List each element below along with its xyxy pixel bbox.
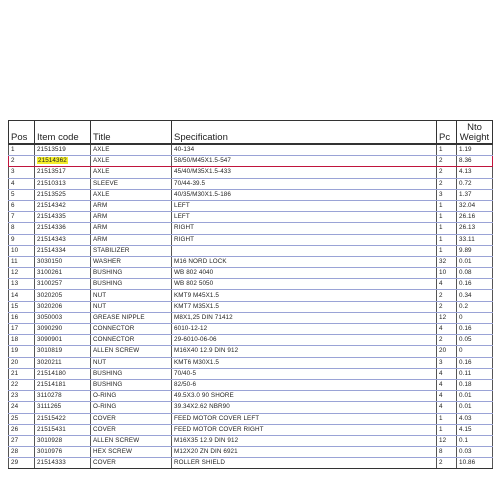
cell-weight: 1.19	[457, 144, 493, 156]
cell-title: O-RING	[91, 402, 172, 413]
table-row	[9, 391, 493, 402]
table-row	[9, 301, 493, 312]
header-item-code: Item code	[35, 121, 91, 145]
cell-pc: 20	[437, 346, 457, 357]
cell-title: BUSHING	[91, 279, 172, 290]
cell-item-code: 3020206	[35, 301, 91, 312]
cell-pc: 1	[437, 223, 457, 234]
cell-item-code: 21515431	[35, 424, 91, 435]
cell-title: STABILIZER	[91, 245, 172, 256]
cell-weight: 0.01	[457, 391, 493, 402]
cell-pc: 2	[437, 458, 457, 469]
cell-pc: 2	[437, 290, 457, 301]
cell-item-code: 21514333	[35, 458, 91, 469]
cell-pos: 15	[9, 301, 35, 312]
cell-specification: LEFT	[172, 200, 437, 211]
cell-title: BUSHING	[91, 268, 172, 279]
table-row	[9, 346, 493, 357]
cell-pc: 4	[437, 402, 457, 413]
cell-pc: 1	[437, 413, 457, 424]
cell-pc: 4	[437, 379, 457, 390]
cell-weight: 26.16	[457, 212, 493, 223]
table-row	[9, 178, 493, 189]
cell-weight: 0.16	[457, 324, 493, 335]
table-row	[9, 312, 493, 323]
cell-title: ALLEN SCREW	[91, 346, 172, 357]
table-row	[9, 290, 493, 301]
cell-pos: 10	[9, 245, 35, 256]
cell-item-code: 21514342	[35, 200, 91, 211]
cell-pos: 14	[9, 290, 35, 301]
table-row	[9, 368, 493, 379]
table-row	[9, 424, 493, 435]
cell-pos: 4	[9, 178, 35, 189]
table-row	[9, 413, 493, 424]
cell-weight: 9.89	[457, 245, 493, 256]
cell-weight: 0.01	[457, 256, 493, 267]
cell-pos: 18	[9, 335, 35, 346]
cell-title: AXLE	[91, 189, 172, 200]
cell-item-code: 21513525	[35, 189, 91, 200]
cell-specification: M8X1,25 DIN 71412	[172, 312, 437, 323]
cell-specification: M16X35 12.9 DIN 912	[172, 435, 437, 446]
cell-pos: 12	[9, 268, 35, 279]
cell-specification: KMT7 M35X1.5	[172, 301, 437, 312]
table-row	[9, 234, 493, 245]
cell-item-code: 3111265	[35, 402, 91, 413]
cell-title: AXLE	[91, 156, 172, 167]
cell-weight: 4.03	[457, 413, 493, 424]
cell-specification: KMT6 M30X1.5	[172, 357, 437, 368]
table-row	[9, 402, 493, 413]
header-weight-line2: Weight	[459, 132, 490, 143]
highlighted-item-code: 21514362	[38, 157, 67, 165]
cell-item-code: 21514180	[35, 368, 91, 379]
cell-weight: 0.34	[457, 290, 493, 301]
cell-title: GREASE NIPPLE	[91, 312, 172, 323]
table-row	[9, 144, 493, 156]
cell-weight: 0.08	[457, 268, 493, 279]
table-row	[9, 458, 493, 469]
cell-specification: 6010-12-12	[172, 324, 437, 335]
header-weight	[457, 121, 493, 145]
header-title: Title	[91, 121, 172, 145]
cell-pos: 21	[9, 368, 35, 379]
cell-specification: LEFT	[172, 212, 437, 223]
cell-title: BUSHING	[91, 379, 172, 390]
table-row	[9, 200, 493, 211]
table-row	[9, 357, 493, 368]
cell-specification: 49.5X3.0 90 SHORE	[172, 391, 437, 402]
cell-title: BUSHING	[91, 368, 172, 379]
cell-pos: 3	[9, 167, 35, 178]
cell-pc: 4	[437, 391, 457, 402]
cell-item-code: 21514335	[35, 212, 91, 223]
cell-pc: 12	[437, 312, 457, 323]
cell-weight: 0	[457, 346, 493, 357]
cell-specification: RIGHT	[172, 223, 437, 234]
cell-pc: 4	[437, 324, 457, 335]
cell-specification: FEED MOTOR COVER LEFT	[172, 413, 437, 424]
cell-item-code: 3030150	[35, 256, 91, 267]
cell-pos: 23	[9, 391, 35, 402]
cell-title: ARM	[91, 234, 172, 245]
cell-pos: 22	[9, 379, 35, 390]
cell-title: NUT	[91, 357, 172, 368]
cell-pos: 2	[9, 156, 35, 167]
table-body	[9, 144, 493, 469]
cell-title: COVER	[91, 424, 172, 435]
cell-pos: 16	[9, 312, 35, 323]
cell-title: AXLE	[91, 167, 172, 178]
table-row	[9, 324, 493, 335]
cell-pc: 2	[437, 301, 457, 312]
cell-title: COVER	[91, 458, 172, 469]
table-row	[9, 167, 493, 178]
cell-pos: 1	[9, 144, 35, 156]
cell-specification: KMT9 M45X1.5	[172, 290, 437, 301]
header-pc: Pc	[437, 121, 457, 145]
table-row	[9, 245, 493, 256]
cell-title: ARM	[91, 223, 172, 234]
cell-weight: 0.72	[457, 178, 493, 189]
cell-pc: 2	[437, 167, 457, 178]
header-weight-line1: Nto	[467, 122, 482, 133]
cell-pc: 32	[437, 256, 457, 267]
cell-specification: 45/40/M35X1.5-433	[172, 167, 437, 178]
cell-title: ALLEN SCREW	[91, 435, 172, 446]
cell-weight: 0.2	[457, 301, 493, 312]
cell-weight: 0.01	[457, 402, 493, 413]
cell-weight: 4.15	[457, 424, 493, 435]
cell-pc: 4	[437, 368, 457, 379]
cell-pc: 3	[437, 189, 457, 200]
cell-item-code: 3100261	[35, 268, 91, 279]
cell-pc: 2	[437, 178, 457, 189]
cell-pos: 5	[9, 189, 35, 200]
cell-specification: ROLLER SHIELD	[172, 458, 437, 469]
cell-pc: 1	[437, 200, 457, 211]
cell-weight: 0.16	[457, 357, 493, 368]
cell-weight: 0.11	[457, 368, 493, 379]
cell-title: CONNECTOR	[91, 335, 172, 346]
cell-pos: 28	[9, 447, 35, 458]
cell-weight: 0.18	[457, 379, 493, 390]
cell-item-code: 21514336	[35, 223, 91, 234]
cell-specification: 58/50/M45X1.5-547	[172, 156, 437, 167]
cell-item-code	[35, 156, 91, 167]
cell-specification: M12X20 ZN DIN 6921	[172, 447, 437, 458]
table-row	[9, 223, 493, 234]
cell-pos: 20	[9, 357, 35, 368]
cell-specification: M16 NORD LOCK	[172, 256, 437, 267]
cell-weight: 0.16	[457, 279, 493, 290]
cell-pc: 1	[437, 212, 457, 223]
cell-weight: 0.03	[457, 447, 493, 458]
cell-item-code: 3090901	[35, 335, 91, 346]
table-row	[9, 189, 493, 200]
cell-weight: 0.1	[457, 435, 493, 446]
cell-pc: 2	[437, 156, 457, 167]
cell-title: NUT	[91, 301, 172, 312]
table-row	[9, 435, 493, 446]
cell-pos: 19	[9, 346, 35, 357]
cell-specification: 29-6010-06-06	[172, 335, 437, 346]
header-specification: Specification	[172, 121, 437, 145]
table-row	[9, 279, 493, 290]
cell-item-code: 21515422	[35, 413, 91, 424]
cell-item-code: 21514343	[35, 234, 91, 245]
cell-weight: 33.11	[457, 234, 493, 245]
cell-title: ARM	[91, 200, 172, 211]
cell-weight: 32.04	[457, 200, 493, 211]
cell-weight: 0.05	[457, 335, 493, 346]
cell-item-code: 3100257	[35, 279, 91, 290]
cell-item-code: 21514334	[35, 245, 91, 256]
cell-item-code: 21513519	[35, 144, 91, 156]
cell-specification: RIGHT	[172, 234, 437, 245]
cell-pos: 8	[9, 223, 35, 234]
cell-pc: 1	[437, 144, 457, 156]
cell-pc: 12	[437, 435, 457, 446]
table-header-row	[9, 121, 493, 145]
cell-pos: 27	[9, 435, 35, 446]
cell-pc: 3	[437, 357, 457, 368]
cell-pos: 9	[9, 234, 35, 245]
cell-pc: 10	[437, 268, 457, 279]
cell-pos: 26	[9, 424, 35, 435]
cell-pos: 13	[9, 279, 35, 290]
cell-specification: WB 802 4040	[172, 268, 437, 279]
cell-title: O-RING	[91, 391, 172, 402]
cell-specification: 82/50-6	[172, 379, 437, 390]
cell-specification: M16X40 12.9 DIN 912	[172, 346, 437, 357]
cell-pos: 24	[9, 402, 35, 413]
cell-pc: 1	[437, 234, 457, 245]
cell-title: NUT	[91, 290, 172, 301]
cell-specification: 40/35/M30X1.5-186	[172, 189, 437, 200]
cell-title: SLEEVE	[91, 178, 172, 189]
cell-item-code: 3050003	[35, 312, 91, 323]
cell-specification: 40-134	[172, 144, 437, 156]
cell-weight: 26.13	[457, 223, 493, 234]
cell-item-code: 21514181	[35, 379, 91, 390]
cell-pc: 1	[437, 245, 457, 256]
cell-title: ARM	[91, 212, 172, 223]
cell-title: WASHER	[91, 256, 172, 267]
cell-weight: 10.86	[457, 458, 493, 469]
cell-item-code: 3020205	[35, 290, 91, 301]
cell-pc: 2	[437, 335, 457, 346]
cell-specification: 70/44-39.5	[172, 178, 437, 189]
cell-pos: 7	[9, 212, 35, 223]
table-row	[9, 212, 493, 223]
cell-item-code: 3010976	[35, 447, 91, 458]
cell-pos: 6	[9, 200, 35, 211]
cell-item-code: 3110278	[35, 391, 91, 402]
cell-pos: 25	[9, 413, 35, 424]
cell-item-code: 3020211	[35, 357, 91, 368]
table-row	[9, 447, 493, 458]
cell-title: AXLE	[91, 144, 172, 156]
cell-weight: 0	[457, 312, 493, 323]
cell-pos: 11	[9, 256, 35, 267]
cell-item-code: 21510313	[35, 178, 91, 189]
cell-item-code: 21513517	[35, 167, 91, 178]
cell-weight: 8.36	[457, 156, 493, 167]
cell-specification: WB 802 5050	[172, 279, 437, 290]
cell-item-code: 3090290	[35, 324, 91, 335]
cell-pos: 17	[9, 324, 35, 335]
table-row	[9, 256, 493, 267]
cell-item-code: 3010819	[35, 346, 91, 357]
cell-pc: 1	[437, 424, 457, 435]
cell-weight: 1.37	[457, 189, 493, 200]
table-row	[9, 379, 493, 390]
cell-title: COVER	[91, 413, 172, 424]
table-row	[9, 335, 493, 346]
cell-title: CONNECTOR	[91, 324, 172, 335]
cell-pos: 29	[9, 458, 35, 469]
cell-pc: 8	[437, 447, 457, 458]
cell-specification: FEED MOTOR COVER RIGHT	[172, 424, 437, 435]
cell-specification: 70/40-5	[172, 368, 437, 379]
cell-specification	[172, 245, 437, 256]
cell-specification: 39.34X2.62 NBR90	[172, 402, 437, 413]
cell-pc: 4	[437, 279, 457, 290]
header-pos: Pos	[9, 121, 35, 145]
table-row	[9, 156, 493, 167]
cell-title: HEX SCREW	[91, 447, 172, 458]
parts-table	[8, 120, 493, 469]
cell-item-code: 3010928	[35, 435, 91, 446]
cell-weight: 4.13	[457, 167, 493, 178]
table-row	[9, 268, 493, 279]
